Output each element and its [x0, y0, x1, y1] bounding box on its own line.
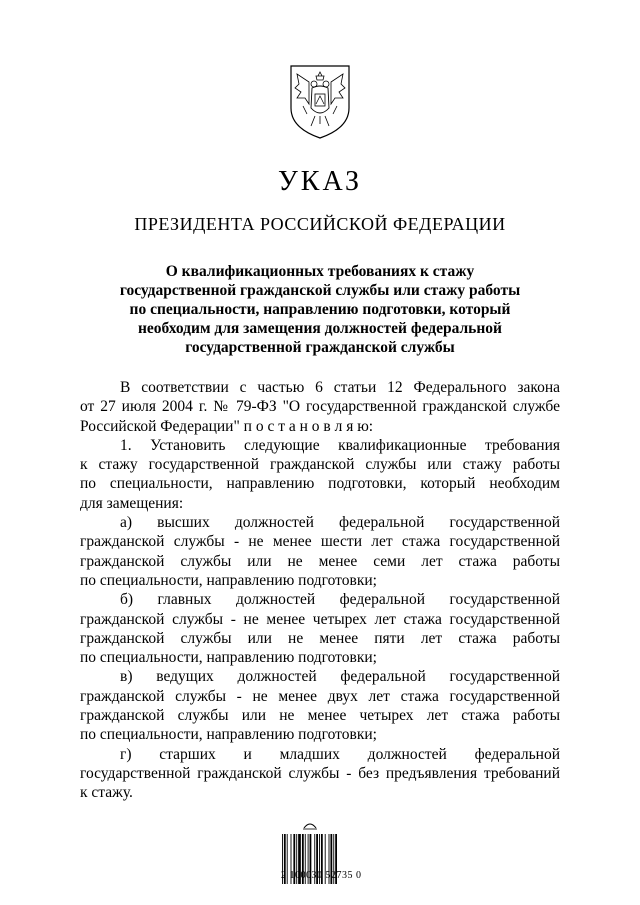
body-line: по специальности, направлению подготовки;: [80, 649, 377, 667]
body-line: для замещения:: [80, 494, 184, 512]
barcode-number: 2 100030 52735 0: [281, 870, 362, 881]
decree-heading: [80, 262, 560, 357]
body-line: Российской Федерации" п о с т а н о в л я ю:: [80, 417, 374, 435]
heading-line: государственной гражданской службы: [185, 339, 455, 356]
body-line: по специальности, направлению подготовки;: [80, 726, 377, 744]
body-line: от 27 июля 2004 г. № 79-ФЗ "О государственной гражданской службе: [80, 398, 560, 416]
coat-of-arms-emblem: [285, 58, 355, 140]
heading-line: О квалификационных требованиях к стажу: [165, 263, 475, 280]
body-line: к стажу государственной гражданской службы или стажу работы: [80, 456, 560, 474]
body-line: к стажу.: [80, 784, 133, 802]
heading-line: необходим для замещения должностей федеральной: [137, 320, 502, 337]
body-line: государственной гражданской службы - без предъявления требований: [80, 764, 560, 782]
body-line: по специальности, направлению подготовки, который необходим: [80, 475, 560, 493]
body-line: гражданской службы или не менее четырех лет стажа работы: [80, 707, 560, 725]
body-line: гражданской службы - не менее четырех лет стажа государственной: [80, 610, 560, 628]
body-line: б) главных должностей федеральной государственной: [120, 591, 560, 609]
document-type-title: УКАЗ: [277, 166, 363, 197]
body-line: гражданской службы или не менее пяти лет стажа работы: [80, 629, 560, 647]
body-line: г) старших и младших должностей федеральной: [120, 745, 560, 763]
printer-logo-icon: [302, 820, 318, 830]
decree-body: [80, 378, 560, 803]
heading-line: по специальности, направлению подготовки, который: [129, 301, 511, 318]
issuer-subtitle: ПРЕЗИДЕНТА РОССИЙСКОЙ ФЕДЕРАЦИИ: [134, 214, 506, 234]
body-line: В соответствии с частью 6 статьи 12 Федерального закона: [120, 379, 560, 396]
body-line: гражданской службы - не менее шести лет стажа государственной: [80, 533, 560, 551]
body-line: а) высших должностей федеральной государственной: [120, 514, 560, 532]
body-line: 1. Установить следующие квалификационные требования: [120, 436, 560, 454]
body-line: гражданской службы - не менее двух лет стажа государственной: [80, 687, 560, 705]
heading-line: государственной гражданской службы или стажу работы: [119, 282, 521, 299]
body-line: по специальности, направлению подготовки;: [80, 571, 377, 589]
body-line: в) ведущих должностей федеральной государственной: [120, 668, 560, 686]
body-line: гражданской службы или не менее семи лет стажа работы: [80, 552, 560, 570]
